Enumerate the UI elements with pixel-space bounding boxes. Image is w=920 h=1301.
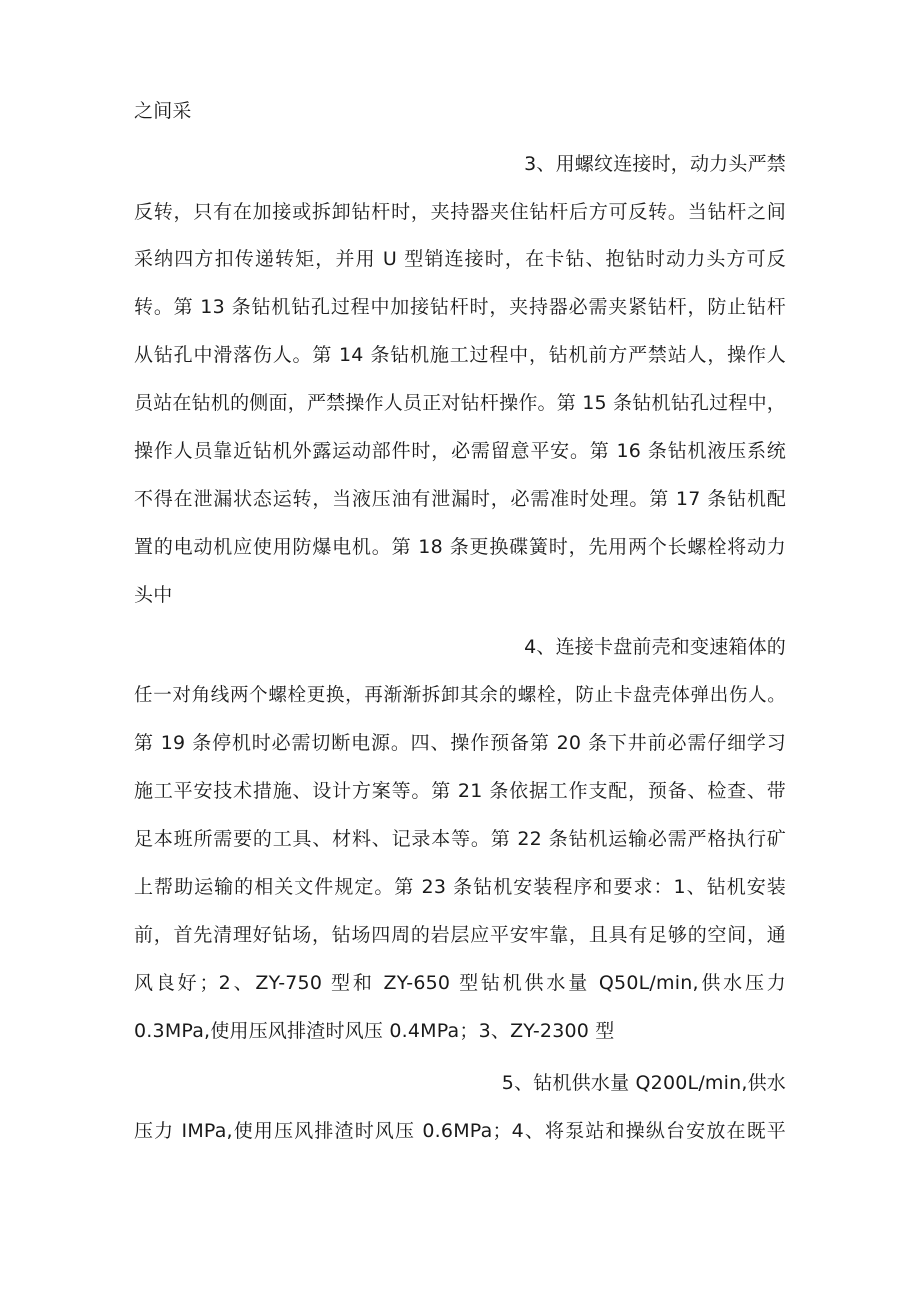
- text-line: 从钻孔中滑落伤人。第 14 条钻机施工过程中，钻机前方严禁站人，操作人: [134, 344, 786, 366]
- text-line: 施工平安技术措施、设计方案等。第 21 条依据工作支配，预备、检查、带: [134, 780, 786, 802]
- text-line: 反转，只有在加接或拆卸钻杆时，夹持器夹住钻杆后方可反转。当钻杆之间: [134, 201, 786, 223]
- text-line: 风良好；2、ZY-750 型和 ZY-650 型钻机供水量 Q50L/min,供水压力: [134, 972, 786, 994]
- text-line: 之间采: [134, 100, 192, 122]
- text-line: 置的电动机应使用防爆电机。第 18 条更换碟簧时，先用两个长螺栓将动力: [134, 536, 786, 558]
- text-line: 0.3MPa,使用压风排渣时风压 0.4MPa；3、ZY-2300 型: [134, 1020, 615, 1042]
- text-line: 足本班所需要的工具、材料、记录本等。第 22 条钻机运输必需严格执行矿: [134, 828, 786, 850]
- text-line: 前，首先清理好钻场，钻场四周的岩层应平安牢靠，且具有足够的空间，通: [134, 924, 786, 946]
- text-line: 压力 IMPa,使用压风排渣时风压 0.6MPa；4、将泵站和操纵台安放在既平: [134, 1120, 786, 1142]
- text-line: 任一对角线两个螺栓更换，再渐渐拆卸其余的螺栓，防止卡盘壳体弹出伤人。: [134, 685, 786, 706]
- text-line: 4、连接卡盘前壳和变速箱体的: [524, 636, 786, 658]
- text-line: 头中: [134, 584, 173, 606]
- text-line: 3、用螺纹连接时，动力头严禁: [524, 153, 786, 175]
- text-line: 转。第 13 条钻机钻孔过程中加接钻杆时，夹持器必需夹紧钻杆，防止钻杆: [134, 296, 786, 318]
- text-line: 不得在泄漏状态运转，当液压油有泄漏时，必需准时处理。第 17 条钻机配: [134, 488, 786, 510]
- text-line: 第 19 条停机时必需切断电源。四、操作预备第 20 条下井前必需仔细学习: [134, 732, 786, 754]
- text-line: 员站在钻机的侧面，严禁操作人员正对钻杆操作。第 15 条钻机钻孔过程中，: [134, 392, 786, 414]
- text-line: 采纳四方扣传递转矩，并用 U 型销连接时，在卡钻、抱钻时动力头方可反: [134, 248, 786, 270]
- text-line: 上帮助运输的相关文件规定。第 23 条钻机安装程序和要求：1、钻机安装: [134, 876, 786, 898]
- text-line: 5、钻机供水量 Q200L/min,供水: [501, 1072, 786, 1094]
- text-line: 操作人员靠近钻机外露运动部件时，必需留意平安。第 16 条钻机液压系统: [134, 440, 786, 462]
